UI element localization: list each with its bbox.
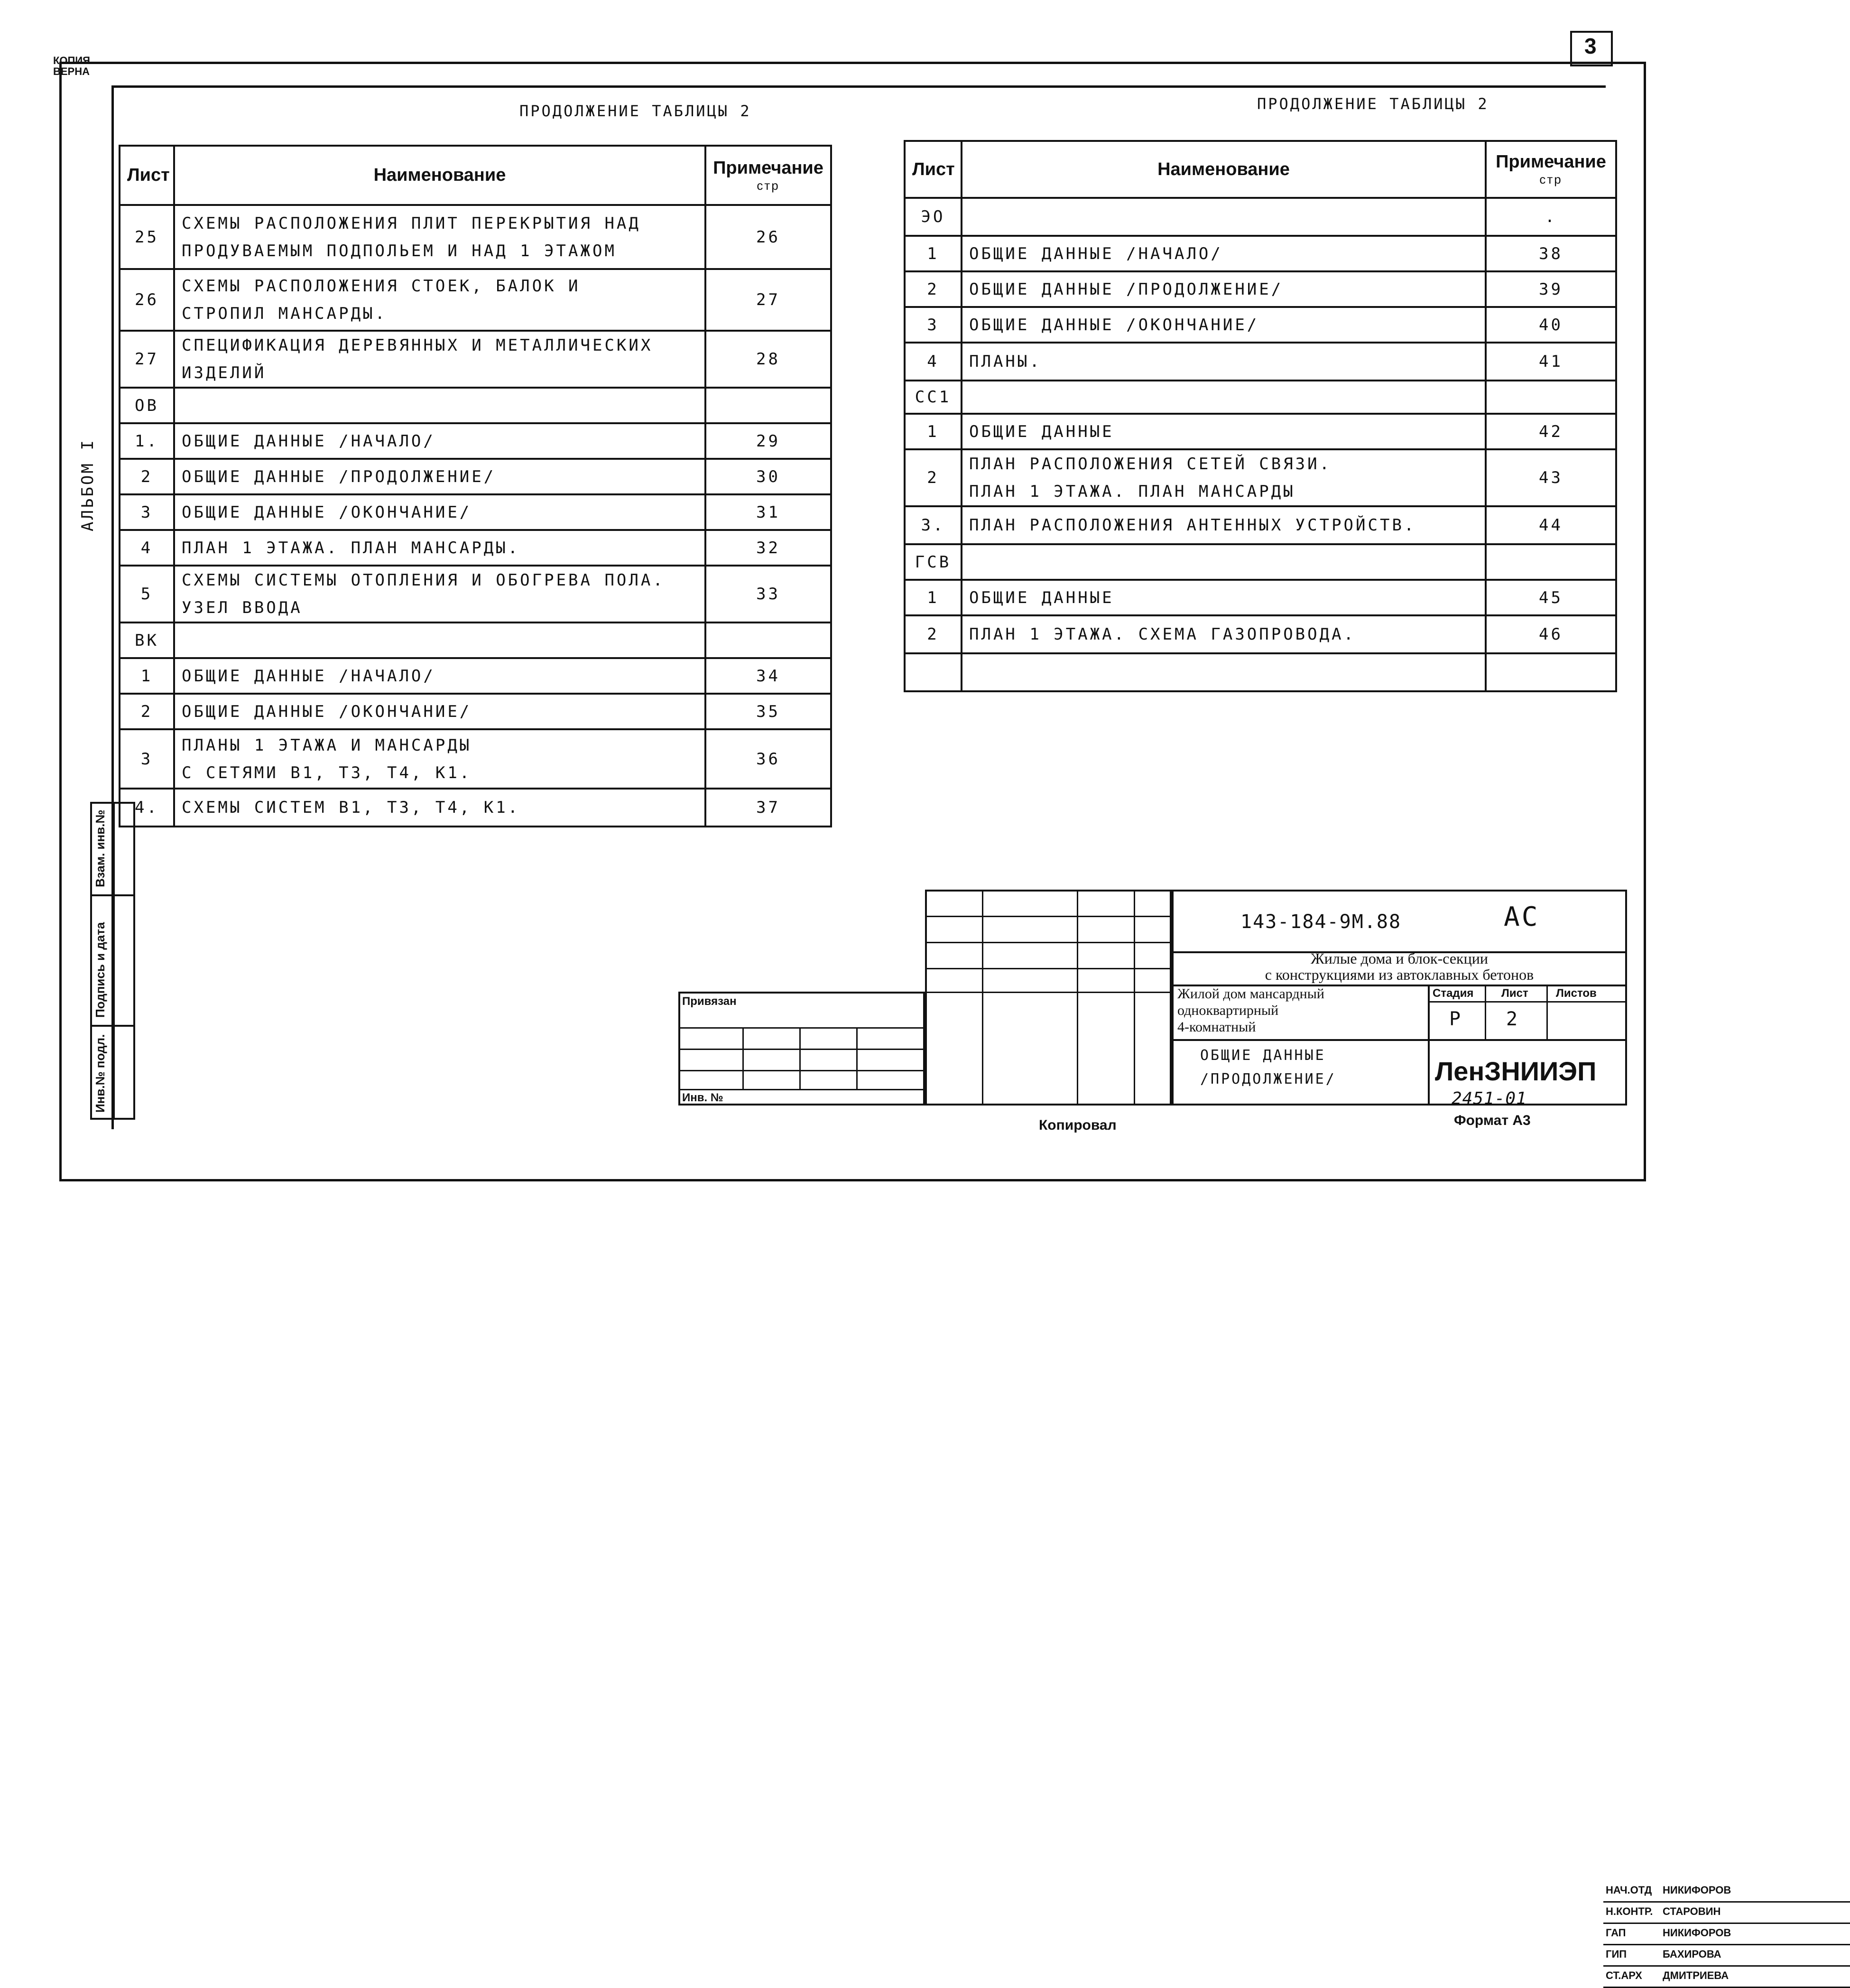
- row-name: ОБЩИЕ ДАННЫЕ /НАЧАЛО/: [174, 423, 705, 459]
- note-header-unit: стр: [757, 178, 780, 193]
- row-note: 31: [705, 494, 831, 530]
- row-name: [174, 622, 705, 658]
- row-sheet: 3.: [905, 506, 962, 544]
- sheet-label: Лист: [1501, 987, 1528, 1000]
- note-header-label: Примечание: [1496, 152, 1606, 172]
- row-name: ПЛАН РАСПОЛОЖЕНИЯ АНТЕННЫХ УСТРОЙСТВ.: [962, 506, 1486, 544]
- row-note: 27: [705, 269, 831, 331]
- row-note: [705, 388, 831, 423]
- table-row: [120, 423, 831, 459]
- signer-role: Н.КОНТР.: [1606, 1905, 1653, 1917]
- table-row: [120, 269, 831, 331]
- sheets-label: Листов: [1556, 987, 1597, 1000]
- row-name: ОБЩИЕ ДАННЫЕ /ОКОНЧАНИЕ/: [174, 494, 705, 530]
- row-note: 26: [705, 205, 831, 269]
- row-note: 38: [1486, 236, 1616, 271]
- signer-row-line: [1603, 1965, 1850, 1967]
- row-name: ОБЩИЕ ДАННЫЕ: [962, 580, 1486, 615]
- row-name: СХЕМЫ СИСТЕМЫ ОТОПЛЕНИЯ И ОБОГРЕВА ПОЛА. УЗЕЛ ВВОДА: [174, 566, 705, 622]
- object-name: Жилой дом мансардный одноквартирный 4-комнатный: [1177, 986, 1324, 1035]
- bound-col-line: [856, 1027, 858, 1089]
- row-sheet: 3: [120, 729, 174, 789]
- row-name: ПЛАН РАСПОЛОЖЕНИЯ СЕТЕЙ СВЯЗИ. ПЛАН 1 ЭТАЖА. ПЛАН МАНСАРДЫ: [962, 449, 1486, 506]
- stage-value: Р: [1449, 1008, 1463, 1030]
- row-name: [962, 381, 1486, 414]
- row-sheet: 1: [120, 658, 174, 694]
- table-row: [905, 236, 1616, 271]
- row-sheet: 2: [120, 459, 174, 494]
- signer-name: СТАРОВИН: [1663, 1905, 1721, 1917]
- section-code: АС: [1504, 901, 1540, 932]
- table-row: [120, 729, 831, 789]
- row-name: [962, 653, 1486, 691]
- table-row: [120, 205, 831, 269]
- sign-date-label: Подпись и дата: [93, 922, 107, 1018]
- table-row: [905, 615, 1616, 653]
- left-table-caption: ПРОДОЛЖЕНИЕ ТАБЛИЦЫ 2: [519, 102, 751, 120]
- side-stamp-inner-divider: [113, 802, 115, 1120]
- table-row: [905, 307, 1616, 343]
- row-note: 37: [705, 789, 831, 827]
- row-sheet: 1.: [120, 423, 174, 459]
- row-note: 35: [705, 694, 831, 729]
- stage-col-line: [1485, 985, 1486, 1039]
- signer-role: ГАП: [1606, 1927, 1626, 1939]
- table-row: [905, 271, 1616, 307]
- row-name: СХЕМЫ РАСПОЛОЖЕНИЯ ПЛИТ ПЕРЕКРЫТИЯ НАД ПРОДУВАЕМЫМ ПОДПОЛЬЕМ И НАД 1 ЭТАЖОМ: [174, 205, 705, 269]
- row-name: ОБЩИЕ ДАННЫЕ /ОКОНЧАНИЕ/: [174, 694, 705, 729]
- row-sheet: 5: [120, 566, 174, 622]
- bound-row-line: [678, 1027, 925, 1029]
- table-row: [120, 658, 831, 694]
- row-note: 42: [1486, 414, 1616, 449]
- row-note: 29: [705, 423, 831, 459]
- table-row: [120, 494, 831, 530]
- table-row: [120, 530, 831, 566]
- table-row: [120, 388, 831, 423]
- bound-row-line: [678, 1089, 925, 1090]
- col-header-name: Наименование: [174, 146, 705, 205]
- table-row: [905, 449, 1616, 506]
- row-sheet: 25: [120, 205, 174, 269]
- row-sheet: 4: [905, 343, 962, 381]
- left-contents-table: [119, 145, 832, 827]
- col-header-sheet: Лист: [120, 146, 174, 205]
- row-name: ПЛАН 1 ЭТАЖА. ПЛАН МАНСАРДЫ.: [174, 530, 705, 566]
- row-sheet: 1: [905, 236, 962, 271]
- row-note: 33: [705, 566, 831, 622]
- table-row: [905, 343, 1616, 381]
- row-sheet: СС1: [905, 381, 962, 414]
- inv-replace-label: Взам. инв.№: [93, 809, 107, 887]
- row-note: 41: [1486, 343, 1616, 381]
- table-row: [905, 580, 1616, 615]
- row-name: СХЕМЫ СИСТЕМ В1, Т3, Т4, К1.: [174, 789, 705, 827]
- row-name: СХЕМЫ РАСПОЛОЖЕНИЯ СТОЕК, БАЛОК И СТРОПИЛ МАНСАРДЫ.: [174, 269, 705, 331]
- stage-label: Стадия: [1433, 987, 1474, 1000]
- row-note: 44: [1486, 506, 1616, 544]
- table-row: [905, 198, 1616, 236]
- table-row: [905, 414, 1616, 449]
- row-note: .: [1486, 198, 1616, 236]
- row-sheet: ВК: [120, 622, 174, 658]
- format-label: Формат А3: [1454, 1113, 1531, 1128]
- sheet-value: 2: [1506, 1008, 1520, 1030]
- doc-code: 143-184-9М.88: [1240, 911, 1402, 933]
- signers-col-line: [1134, 890, 1135, 1105]
- row-name: [174, 388, 705, 423]
- row-note: [1486, 381, 1616, 414]
- row-name: ОБЩИЕ ДАННЫЕ /НАЧАЛО/: [174, 658, 705, 694]
- inv-label: Инв. №: [682, 1091, 723, 1104]
- row-name: [962, 544, 1486, 580]
- row-sheet: 2: [905, 449, 962, 506]
- row-note: 32: [705, 530, 831, 566]
- row-name: ПЛАН 1 ЭТАЖА. СХЕМА ГАЗОПРОВОДА.: [962, 615, 1486, 653]
- row-sheet: 27: [120, 331, 174, 388]
- bound-row-line: [678, 1070, 925, 1071]
- organization: ЛенЗНИИЭП: [1435, 1056, 1597, 1086]
- bound-col-line: [742, 1027, 744, 1089]
- signers-row-line: [925, 942, 1172, 943]
- note-header-unit: стр: [1539, 172, 1563, 186]
- title-row-line: [1172, 1039, 1627, 1041]
- copied-label: Копировал: [1039, 1117, 1117, 1133]
- row-name: СПЕЦИФИКАЦИЯ ДЕРЕВЯННЫХ И МЕТАЛЛИЧЕСКИХ ИЗДЕЛИЙ: [174, 331, 705, 388]
- signer-name: НИКИФОРОВ: [1663, 1927, 1731, 1939]
- table-row: [905, 506, 1616, 544]
- inv-original-label: Инв.№ подл.: [93, 1034, 107, 1113]
- stage-row-line: [1428, 1001, 1627, 1003]
- row-name: ОБЩИЕ ДАННЫЕ /ОКОНЧАНИЕ/: [962, 307, 1486, 343]
- sheet-title: ОБЩИЕ ДАННЫЕ /ПРОДОЛЖЕНИЕ/: [1200, 1047, 1336, 1087]
- bound-row-line: [678, 1049, 925, 1050]
- signers-row-line: [925, 968, 1172, 969]
- signer-name: ДМИТРИЕВА: [1663, 1969, 1729, 1981]
- row-name: ОБЩИЕ ДАННЫЕ: [962, 414, 1486, 449]
- signers-col-line: [1077, 890, 1078, 1105]
- side-stamp-divider-2: [90, 1025, 135, 1027]
- note-header-label: Примечание: [713, 158, 823, 178]
- row-sheet: 1: [905, 414, 962, 449]
- row-name: ОБЩИЕ ДАННЫЕ /ПРОДОЛЖЕНИЕ/: [962, 271, 1486, 307]
- right-contents-table: [904, 140, 1617, 692]
- table-row: [120, 789, 831, 827]
- row-name: [962, 198, 1486, 236]
- stage-col-line: [1546, 985, 1548, 1039]
- sheet-number: 3: [1584, 34, 1597, 58]
- signer-role: НАЧ.ОТД: [1606, 1884, 1652, 1896]
- row-sheet: 4.: [120, 789, 174, 827]
- row-note: 45: [1486, 580, 1616, 615]
- signers-row-line: [925, 916, 1172, 917]
- row-note: 40: [1486, 307, 1616, 343]
- signer-name: НИКИФОРОВ: [1663, 1884, 1731, 1896]
- table-row: [120, 694, 831, 729]
- signer-row-line: [1603, 1901, 1850, 1903]
- frame-top-edge: [111, 85, 1606, 88]
- bound-col-line: [799, 1027, 801, 1089]
- table-row: [120, 622, 831, 658]
- col-header-sheet: Лист: [905, 141, 962, 198]
- table-row: [905, 653, 1616, 691]
- row-name: ОБЩИЕ ДАННЫЕ /НАЧАЛО/: [962, 236, 1486, 271]
- row-sheet: 3: [905, 307, 962, 343]
- row-note: [1486, 544, 1616, 580]
- row-note: 39: [1486, 271, 1616, 307]
- row-sheet: [905, 653, 962, 691]
- signer-row-line: [1603, 1923, 1850, 1924]
- row-note: 28: [705, 331, 831, 388]
- col-header-note: [1486, 141, 1616, 198]
- archive-number: 2451-01: [1452, 1089, 1527, 1108]
- row-note: [705, 622, 831, 658]
- row-sheet: 2: [905, 271, 962, 307]
- row-sheet: 3: [120, 494, 174, 530]
- table-row: [905, 381, 1616, 414]
- right-table-caption: ПРОДОЛЖЕНИЕ ТАБЛИЦЫ 2: [1257, 95, 1489, 113]
- row-note: 34: [705, 658, 831, 694]
- row-sheet: ГСВ: [905, 544, 962, 580]
- album-label: АЛЬБОМ I: [78, 438, 97, 531]
- title-col-line: [1428, 985, 1430, 1105]
- table-row: [120, 459, 831, 494]
- row-sheet: ЭО: [905, 198, 962, 236]
- row-note: 43: [1486, 449, 1616, 506]
- row-sheet: 2: [905, 615, 962, 653]
- bound-label: Привязан: [682, 995, 737, 1008]
- copy-stamp-line2: ВЕРНА: [53, 65, 90, 77]
- row-note: 46: [1486, 615, 1616, 653]
- project-title: Жилые дома и блок-секции с конструкциями из автоклавных бетонов: [1265, 950, 1534, 983]
- row-note: 30: [705, 459, 831, 494]
- row-sheet: 26: [120, 269, 174, 331]
- row-note: 36: [705, 729, 831, 789]
- signer-row-line: [1603, 1944, 1850, 1945]
- table-row: [120, 331, 831, 388]
- signer-role: ГИП: [1606, 1948, 1627, 1960]
- row-sheet: 2: [120, 694, 174, 729]
- row-name: ПЛАНЫ.: [962, 343, 1486, 381]
- side-stamp-divider-1: [90, 894, 135, 896]
- table-row: [905, 544, 1616, 580]
- signers-row-line: [925, 992, 1172, 993]
- row-sheet: ОВ: [120, 388, 174, 423]
- row-name: ПЛАНЫ 1 ЭТАЖА И МАНСАРДЫ С СЕТЯМИ В1, Т3, Т4, К1.: [174, 729, 705, 789]
- table-row: [120, 566, 831, 622]
- row-name: ОБЩИЕ ДАННЫЕ /ПРОДОЛЖЕНИЕ/: [174, 459, 705, 494]
- row-note: [1486, 653, 1616, 691]
- signer-name: БАХИРОВА: [1663, 1948, 1721, 1960]
- col-header-note: [705, 146, 831, 205]
- signers-col-line: [982, 890, 983, 1105]
- signer-role: СТ.АРХ: [1606, 1969, 1642, 1981]
- row-sheet: 4: [120, 530, 174, 566]
- col-header-name: Наименование: [962, 141, 1486, 198]
- row-sheet: 1: [905, 580, 962, 615]
- copy-stamp-line1: КОПИЯ: [53, 55, 90, 66]
